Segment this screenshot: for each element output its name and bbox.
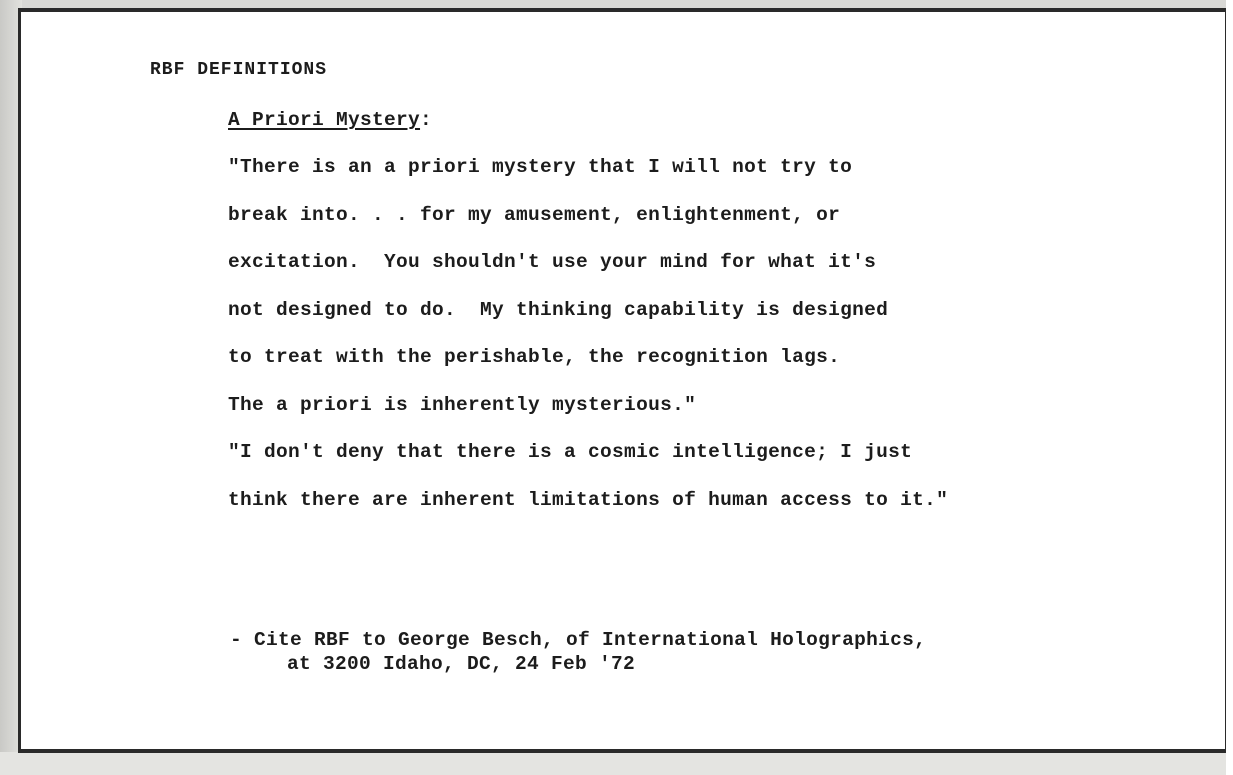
citation-line-continued: at 3200 Idaho, DC, 24 Feb '72: [287, 653, 636, 675]
definition-title-label: A Priori Mystery: [228, 109, 421, 131]
quote-line: "I don't deny that there is a cosmic intelligence; I just: [228, 441, 913, 463]
citation-line: - Cite RBF to George Besch, of International Holographics,: [230, 629, 927, 651]
quote-line: excitation. You shouldn't use your mind for what it's: [228, 251, 877, 273]
quote-line: "There is an a priori mystery that I will not try to: [228, 156, 853, 178]
quote-line: not designed to do. My thinking capability is designed: [228, 299, 889, 321]
quote-line: think there are inherent limitations of human access to it.": [228, 489, 949, 511]
quote-line: The a priori is inherently mysterious.": [228, 394, 697, 416]
quote-line: to treat with the perishable, the recognition lags.: [228, 346, 841, 368]
document-heading: RBF DEFINITIONS: [150, 60, 328, 80]
scan-bottom-margin: [0, 752, 1233, 775]
scan-right-edge: [1226, 0, 1233, 775]
definition-title: [228, 108, 432, 132]
definition-title-colon: :: [420, 109, 433, 131]
quote-line: break into. . . for my amusement, enlightenment, or: [228, 204, 841, 226]
